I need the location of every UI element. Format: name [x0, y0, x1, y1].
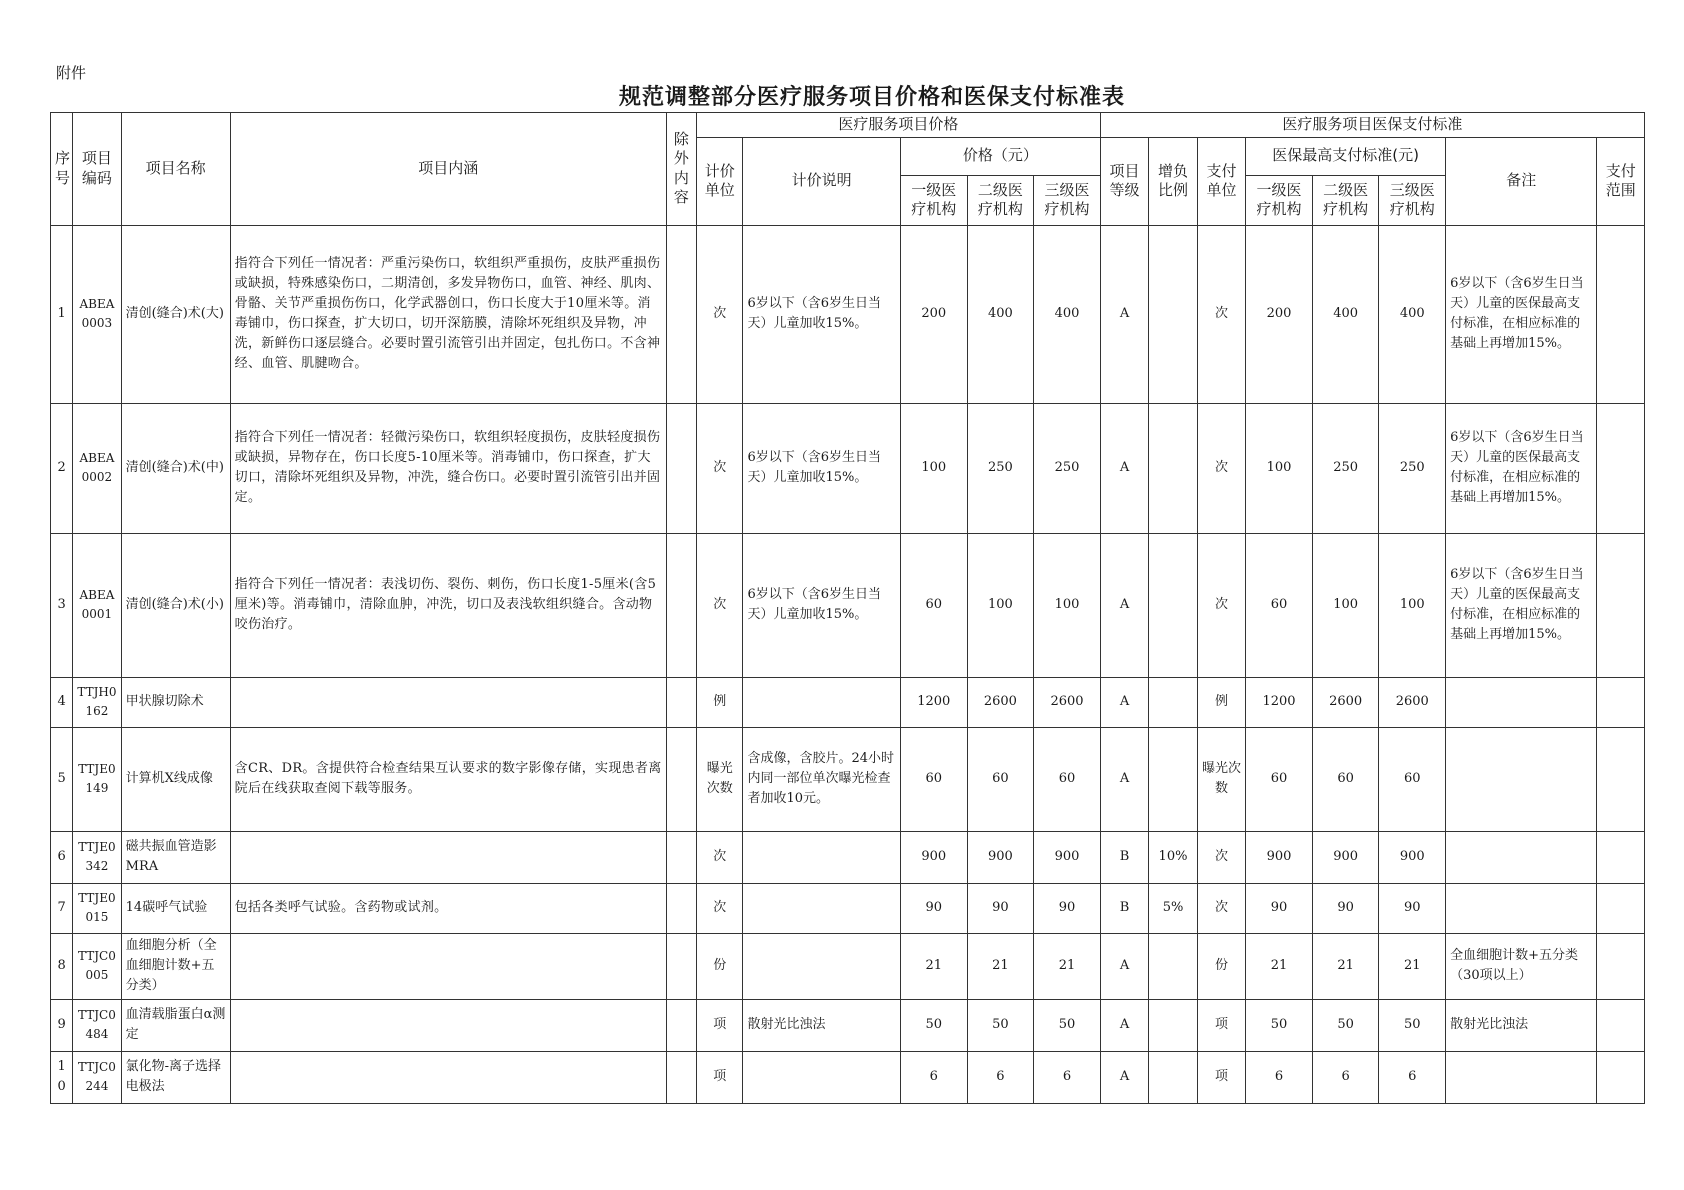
cell-copay [1149, 403, 1197, 533]
cell-ins-3: 400 [1379, 225, 1446, 403]
cell-content [230, 677, 666, 727]
document-title: 规范调整部分医疗服务项目价格和医保支付标准表 [618, 84, 1125, 110]
cell-ins-2: 2600 [1312, 677, 1379, 727]
cell-price-3: 50 [1034, 999, 1101, 1051]
table-row [51, 933, 1645, 999]
cell-remark [1446, 1051, 1597, 1103]
col-level2: 二级医疗机构 [967, 175, 1034, 225]
col-ins-level2: 二级医疗机构 [1312, 175, 1379, 225]
cell-seq: 1 [51, 225, 73, 403]
cell-name: 血清载脂蛋白α测定 [121, 999, 230, 1051]
cell-code: TTJH0162 [73, 677, 121, 727]
cell-price-1: 200 [900, 225, 967, 403]
cell-price-3: 60 [1034, 727, 1101, 831]
cell-unit: 次 [697, 403, 743, 533]
cell-price-3: 250 [1034, 403, 1101, 533]
cell-content [230, 831, 666, 883]
cell-ins-3: 50 [1379, 999, 1446, 1051]
cell-ins-1: 100 [1246, 403, 1313, 533]
cell-pricing-note: 6岁以下（含6岁生日当天）儿童加收15%。 [743, 403, 900, 533]
cell-price-2: 21 [967, 933, 1034, 999]
cell-content: 指符合下列任一情况者：表浅切伤、裂伤、刺伤，伤口长度1-5厘米(含5厘米)等。消毒铺巾，清除血肿，冲洗，切口及表浅软组织缝合。含动物咬伤治疗。 [230, 533, 666, 677]
cell-remark: 散射光比浊法 [1446, 999, 1597, 1051]
cell-price-1: 900 [900, 831, 967, 883]
cell-unit: 项 [697, 1051, 743, 1103]
col-pay-unit: 支付单位 [1197, 137, 1245, 225]
cell-name: 血细胞分析（全血细胞计数+五分类） [121, 933, 230, 999]
cell-pay-unit: 次 [1197, 403, 1245, 533]
cell-ins-1: 21 [1246, 933, 1313, 999]
cell-price-3: 400 [1034, 225, 1101, 403]
cell-seq: 6 [51, 831, 73, 883]
cell-unit: 曝光次数 [697, 727, 743, 831]
cell-name: 清创(缝合)术(小) [121, 533, 230, 677]
cell-ins-1: 50 [1246, 999, 1313, 1051]
cell-price-3: 21 [1034, 933, 1101, 999]
cell-scope [1597, 1051, 1645, 1103]
cell-ins-3: 60 [1379, 727, 1446, 831]
cell-scope [1597, 883, 1645, 933]
col-level1: 一级医疗机构 [900, 175, 967, 225]
cell-remark: 全血细胞计数+五分类（30项以上） [1446, 933, 1597, 999]
cell-pricing-note [743, 831, 900, 883]
cell-copay: 5% [1149, 883, 1197, 933]
cell-code: TTJE0342 [73, 831, 121, 883]
cell-unit: 份 [697, 933, 743, 999]
cell-seq: 4 [51, 677, 73, 727]
cell-content [230, 1051, 666, 1103]
cell-unit: 次 [697, 533, 743, 677]
cell-grade: B [1100, 831, 1148, 883]
cell-ins-3: 900 [1379, 831, 1446, 883]
cell-grade: A [1100, 403, 1148, 533]
cell-scope [1597, 533, 1645, 677]
cell-remark [1446, 677, 1597, 727]
cell-name: 甲状腺切除术 [121, 677, 230, 727]
cell-price-2: 900 [967, 831, 1034, 883]
col-code: 项目编码 [73, 113, 121, 226]
cell-name: 清创(缝合)术(中) [121, 403, 230, 533]
cell-price-2: 400 [967, 225, 1034, 403]
cell-name: 磁共振血管造影MRA [121, 831, 230, 883]
cell-price-2: 100 [967, 533, 1034, 677]
col-ins-level1: 一级医疗机构 [1246, 175, 1313, 225]
cell-unit: 项 [697, 999, 743, 1051]
cell-scope [1597, 999, 1645, 1051]
cell-remark [1446, 727, 1597, 831]
table-row [51, 533, 1645, 677]
cell-excluded [666, 225, 696, 403]
cell-pay-unit: 次 [1197, 225, 1245, 403]
cell-content: 含CR、DR。含提供符合检查结果互认要求的数字影像存储，实现患者离院后在线获取查阅下载等服务。 [230, 727, 666, 831]
cell-remark: 6岁以下（含6岁生日当天）儿童的医保最高支付标准，在相应标准的基础上再增加15%。 [1446, 225, 1597, 403]
cell-excluded [666, 831, 696, 883]
cell-copay: 10% [1149, 831, 1197, 883]
table-row [51, 677, 1645, 727]
col-level3: 三级医疗机构 [1034, 175, 1101, 225]
cell-name: 计算机X线成像 [121, 727, 230, 831]
col-pricing-note: 计价说明 [743, 137, 900, 225]
cell-remark [1446, 831, 1597, 883]
cell-ins-2: 6 [1312, 1051, 1379, 1103]
cell-price-2: 6 [967, 1051, 1034, 1103]
cell-remark: 6岁以下（含6岁生日当天）儿童的医保最高支付标准，在相应标准的基础上再增加15%。 [1446, 533, 1597, 677]
cell-pricing-note [743, 1051, 900, 1103]
cell-ins-2: 250 [1312, 403, 1379, 533]
cell-name: 14碳呼气试验 [121, 883, 230, 933]
cell-seq: 5 [51, 727, 73, 831]
cell-copay [1149, 1051, 1197, 1103]
cell-code: ABEA0002 [73, 403, 121, 533]
cell-seq: 2 [51, 403, 73, 533]
cell-content [230, 933, 666, 999]
cell-pricing-note [743, 677, 900, 727]
col-remark: 备注 [1446, 137, 1597, 225]
cell-ins-3: 6 [1379, 1051, 1446, 1103]
cell-seq: 9 [51, 999, 73, 1051]
cell-ins-3: 2600 [1379, 677, 1446, 727]
cell-price-2: 90 [967, 883, 1034, 933]
cell-excluded [666, 677, 696, 727]
cell-pricing-note [743, 883, 900, 933]
cell-excluded [666, 999, 696, 1051]
cell-content [230, 999, 666, 1051]
cell-grade: A [1100, 677, 1148, 727]
table-row [51, 831, 1645, 883]
cell-code: TTJE0149 [73, 727, 121, 831]
cell-price-3: 900 [1034, 831, 1101, 883]
cell-name: 氯化物-离子选择电极法 [121, 1051, 230, 1103]
col-copay: 增负比例 [1149, 137, 1197, 225]
cell-ins-2: 900 [1312, 831, 1379, 883]
cell-scope [1597, 403, 1645, 533]
cell-seq: 7 [51, 883, 73, 933]
cell-code: ABEA0003 [73, 225, 121, 403]
cell-price-2: 50 [967, 999, 1034, 1051]
cell-remark: 6岁以下（含6岁生日当天）儿童的医保最高支付标准，在相应标准的基础上再增加15%。 [1446, 403, 1597, 533]
cell-excluded [666, 1051, 696, 1103]
col-seq: 序号 [51, 113, 73, 226]
cell-price-2: 60 [967, 727, 1034, 831]
col-unit: 计价单位 [697, 137, 743, 225]
attachment-label: 附件 [56, 64, 87, 82]
group-service-price: 医疗服务项目价格 [697, 113, 1101, 138]
cell-scope [1597, 225, 1645, 403]
table-row [51, 225, 1645, 403]
cell-pricing-note: 散射光比浊法 [743, 999, 900, 1051]
cell-code: TTJE0015 [73, 883, 121, 933]
col-name: 项目名称 [121, 113, 230, 226]
cell-copay [1149, 999, 1197, 1051]
cell-price-1: 50 [900, 999, 967, 1051]
cell-excluded [666, 533, 696, 677]
cell-ins-2: 400 [1312, 225, 1379, 403]
cell-ins-2: 100 [1312, 533, 1379, 677]
col-price-yuan: 价格（元） [900, 137, 1100, 175]
cell-price-3: 90 [1034, 883, 1101, 933]
cell-price-2: 250 [967, 403, 1034, 533]
cell-price-1: 6 [900, 1051, 967, 1103]
cell-code: TTJC0244 [73, 1051, 121, 1103]
cell-ins-1: 200 [1246, 225, 1313, 403]
cell-ins-3: 90 [1379, 883, 1446, 933]
cell-grade: A [1100, 533, 1148, 677]
cell-remark [1446, 883, 1597, 933]
cell-ins-2: 60 [1312, 727, 1379, 831]
cell-ins-1: 60 [1246, 727, 1313, 831]
cell-unit: 次 [697, 883, 743, 933]
price-standard-table [50, 112, 1645, 1104]
cell-name: 清创(缝合)术(大) [121, 225, 230, 403]
cell-price-1: 1200 [900, 677, 967, 727]
cell-pay-unit: 次 [1197, 883, 1245, 933]
cell-ins-2: 21 [1312, 933, 1379, 999]
cell-copay [1149, 727, 1197, 831]
cell-seq: 3 [51, 533, 73, 677]
cell-pricing-note [743, 933, 900, 999]
cell-pricing-note: 含成像，含胶片。24小时内同一部位单次曝光检查者加收10元。 [743, 727, 900, 831]
cell-unit: 次 [697, 831, 743, 883]
cell-ins-1: 1200 [1246, 677, 1313, 727]
cell-ins-3: 100 [1379, 533, 1446, 677]
cell-price-1: 90 [900, 883, 967, 933]
cell-ins-2: 90 [1312, 883, 1379, 933]
cell-price-1: 100 [900, 403, 967, 533]
cell-seq: 10 [51, 1051, 73, 1103]
cell-code: ABEA0001 [73, 533, 121, 677]
cell-pricing-note: 6岁以下（含6岁生日当天）儿童加收15%。 [743, 533, 900, 677]
cell-excluded [666, 727, 696, 831]
cell-grade: A [1100, 1051, 1148, 1103]
cell-pay-unit: 项 [1197, 999, 1245, 1051]
cell-grade: A [1100, 727, 1148, 831]
col-excluded: 除外内容 [666, 113, 696, 226]
cell-price-3: 6 [1034, 1051, 1101, 1103]
col-grade: 项目等级 [1100, 137, 1148, 225]
cell-copay [1149, 677, 1197, 727]
cell-ins-1: 90 [1246, 883, 1313, 933]
cell-excluded [666, 883, 696, 933]
cell-copay [1149, 533, 1197, 677]
cell-scope [1597, 933, 1645, 999]
table-row [51, 1051, 1645, 1103]
cell-seq: 8 [51, 933, 73, 999]
cell-ins-2: 50 [1312, 999, 1379, 1051]
cell-ins-3: 250 [1379, 403, 1446, 533]
cell-pay-unit: 曝光次数 [1197, 727, 1245, 831]
table-row [51, 727, 1645, 831]
cell-grade: A [1100, 999, 1148, 1051]
cell-ins-1: 6 [1246, 1051, 1313, 1103]
cell-scope [1597, 677, 1645, 727]
cell-price-3: 2600 [1034, 677, 1101, 727]
cell-pay-unit: 次 [1197, 831, 1245, 883]
table-row [51, 999, 1645, 1051]
cell-content: 指符合下列任一情况者：轻微污染伤口，软组织轻度损伤，皮肤轻度损伤或缺损，异物存在，伤口长度5-10厘米等。消毒铺巾，伤口探查，扩大切口，清除坏死组织及异物，冲洗，缝合伤口。必要时置引流管引出并固定。 [230, 403, 666, 533]
cell-price-1: 60 [900, 533, 967, 677]
cell-price-3: 100 [1034, 533, 1101, 677]
cell-pay-unit: 项 [1197, 1051, 1245, 1103]
cell-copay [1149, 225, 1197, 403]
cell-code: TTJC0484 [73, 999, 121, 1051]
col-scope: 支付范围 [1597, 137, 1645, 225]
col-ins-level3: 三级医疗机构 [1379, 175, 1446, 225]
group-insurance-standard: 医疗服务项目医保支付标准 [1100, 113, 1644, 138]
cell-scope [1597, 727, 1645, 831]
cell-copay [1149, 933, 1197, 999]
cell-grade: A [1100, 225, 1148, 403]
cell-ins-3: 21 [1379, 933, 1446, 999]
cell-scope [1597, 831, 1645, 883]
cell-price-1: 60 [900, 727, 967, 831]
cell-excluded [666, 933, 696, 999]
cell-price-1: 21 [900, 933, 967, 999]
cell-content: 包括各类呼气试验。含药物或试剂。 [230, 883, 666, 933]
col-content: 项目内涵 [230, 113, 666, 226]
cell-pricing-note: 6岁以下（含6岁生日当天）儿童加收15%。 [743, 225, 900, 403]
cell-pay-unit: 例 [1197, 677, 1245, 727]
cell-grade: A [1100, 933, 1148, 999]
cell-unit: 例 [697, 677, 743, 727]
cell-pay-unit: 次 [1197, 533, 1245, 677]
cell-ins-1: 60 [1246, 533, 1313, 677]
cell-content: 指符合下列任一情况者：严重污染伤口，软组织严重损伤，皮肤严重损伤或缺损，特殊感染伤口，二期清创，多发异物伤口，血管、神经、肌肉、骨骼、关节严重损伤伤口，化学武器创口，伤口长度大于10厘米等。消毒铺巾，伤口探查，扩大切口，切开深筋膜，清除坏死组织及异物，冲洗，新鲜伤口逐层缝合。必要时置引流管引出并固定，包扎伤口。不含神经、血管、肌腱吻合。 [230, 225, 666, 403]
cell-pay-unit: 份 [1197, 933, 1245, 999]
table-row [51, 403, 1645, 533]
cell-unit: 次 [697, 225, 743, 403]
cell-grade: B [1100, 883, 1148, 933]
cell-price-2: 2600 [967, 677, 1034, 727]
cell-code: TTJC0005 [73, 933, 121, 999]
cell-ins-1: 900 [1246, 831, 1313, 883]
table-row [51, 883, 1645, 933]
col-max-pay: 医保最高支付标准(元) [1246, 137, 1446, 175]
cell-excluded [666, 403, 696, 533]
